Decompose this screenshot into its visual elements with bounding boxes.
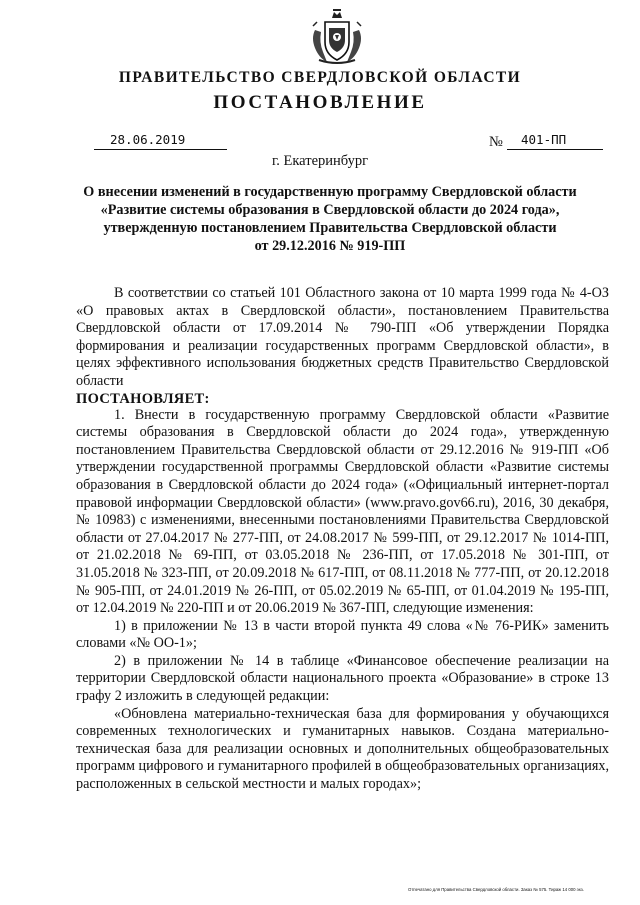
paragraph-item-1: 1. Внести в государственную программу Свердловской области «Развитие системы образования в Свердловской области до 2024 года», утвержденную постановлением Правительства Свердловской области от 29.12.2016 № 919-ПП «Об утверждении государственной программы Свердловской области «Развитие системы образования в Свердловской области до 2024 года» («Официальный интернет-портал правовой информации Свердловской области» (www.pravo.gov66.ru), 2016, 30 декабря, № 10983) с изменениями, внесенными постановлениями Правительства Свердловской области от 27.04.2017 № 277-ПП, от 24.08.2017 № 599-ПП, от 29.12.2017 № 1014-ПП, от 21.02.2018 № 69-ПП, от 03.05.2018 № 236-ПП, от 17.05.2018 № 301-ПП, от 31.05.2018 № 323-ПП, от 20.09.2018 № 617-ПП, от 08.11.2018 № 777-ПП, от 20.12.2018 № 905-ПП, от 24.01.2019 № 26-ПП, от 05.02.2019 № 65-ПП, от 01.04.2019 № 195-ПП, от 12.04.2019 № 220-ПП и от 20.06.2019 № 367-ПП, следующие изменения: <box>76 406 609 617</box>
paragraph-subitem-2: 2) в приложении № 14 в таблице «Финансовое обеспечение реализации на территории Свердловской области национального проекта «Образование» в строке 13 графу 2 изложить в следующей редакции: <box>76 652 609 705</box>
document-title <box>60 183 600 255</box>
date-underline <box>94 149 227 150</box>
print-footer: Отпечатано для Правительства Свердловской области. Заказ № 575. Тираж 14 000 экз. <box>408 887 584 892</box>
title-line: «Развитие системы образования в Свердловской области до 2024 года», <box>100 202 560 218</box>
document-date: 28.06.2019 <box>110 132 186 147</box>
city: г. Екатеринбург <box>271 153 369 169</box>
number-underline <box>507 149 603 150</box>
title-line: О внесении изменений в государственную программу Свердловской области <box>83 184 577 200</box>
document-type: ПОСТАНОВЛЕНИЕ <box>213 92 427 113</box>
title-line: утвержденную постановлением Правительства Свердловской области <box>103 220 557 236</box>
quoted-paragraph: «Обновлена материально-техническая база для формирования у обучающихся современных технологических и гуманитарных навыков. Создана материально-техническая база для реализации основных и дополнительных общеобразовательных программ цифрового и гуманитарного профилей в общеобразовательных организациях, расположенных в сельской местности и малых городах»; <box>76 705 609 793</box>
title-line: от 29.12.2016 № 919-ПП <box>254 238 406 254</box>
number-sign: № <box>489 134 503 150</box>
government-name: ПРАВИТЕЛЬСТВО СВЕРДЛОВСКОЙ ОБЛАСТИ <box>118 69 522 86</box>
paragraph-subitem-1: 1) в приложении № 13 в части второй пункта 49 слова «№ 76-РИК» заменить словами «№ ОО-1»; <box>76 617 609 652</box>
coat-of-arms-emblem <box>305 8 369 66</box>
document-number: 401-ПП <box>521 132 567 147</box>
decrees-heading: ПОСТАНОВЛЯЕТ: <box>76 390 210 407</box>
preamble-paragraph: В соответствии со статьей 101 Областного закона от 10 марта 1999 года № 4-ОЗ «О правовых актах в Свердловской области», постановлением Правительства Свердловской области от 17.09.2014 № 790-ПП «Об утверждении Порядка формирования и реализации государственных программ Свердловской области», в целях эффективного использования бюджетных средств Правительство Свердловской области <box>76 285 609 389</box>
document-body <box>76 285 609 794</box>
